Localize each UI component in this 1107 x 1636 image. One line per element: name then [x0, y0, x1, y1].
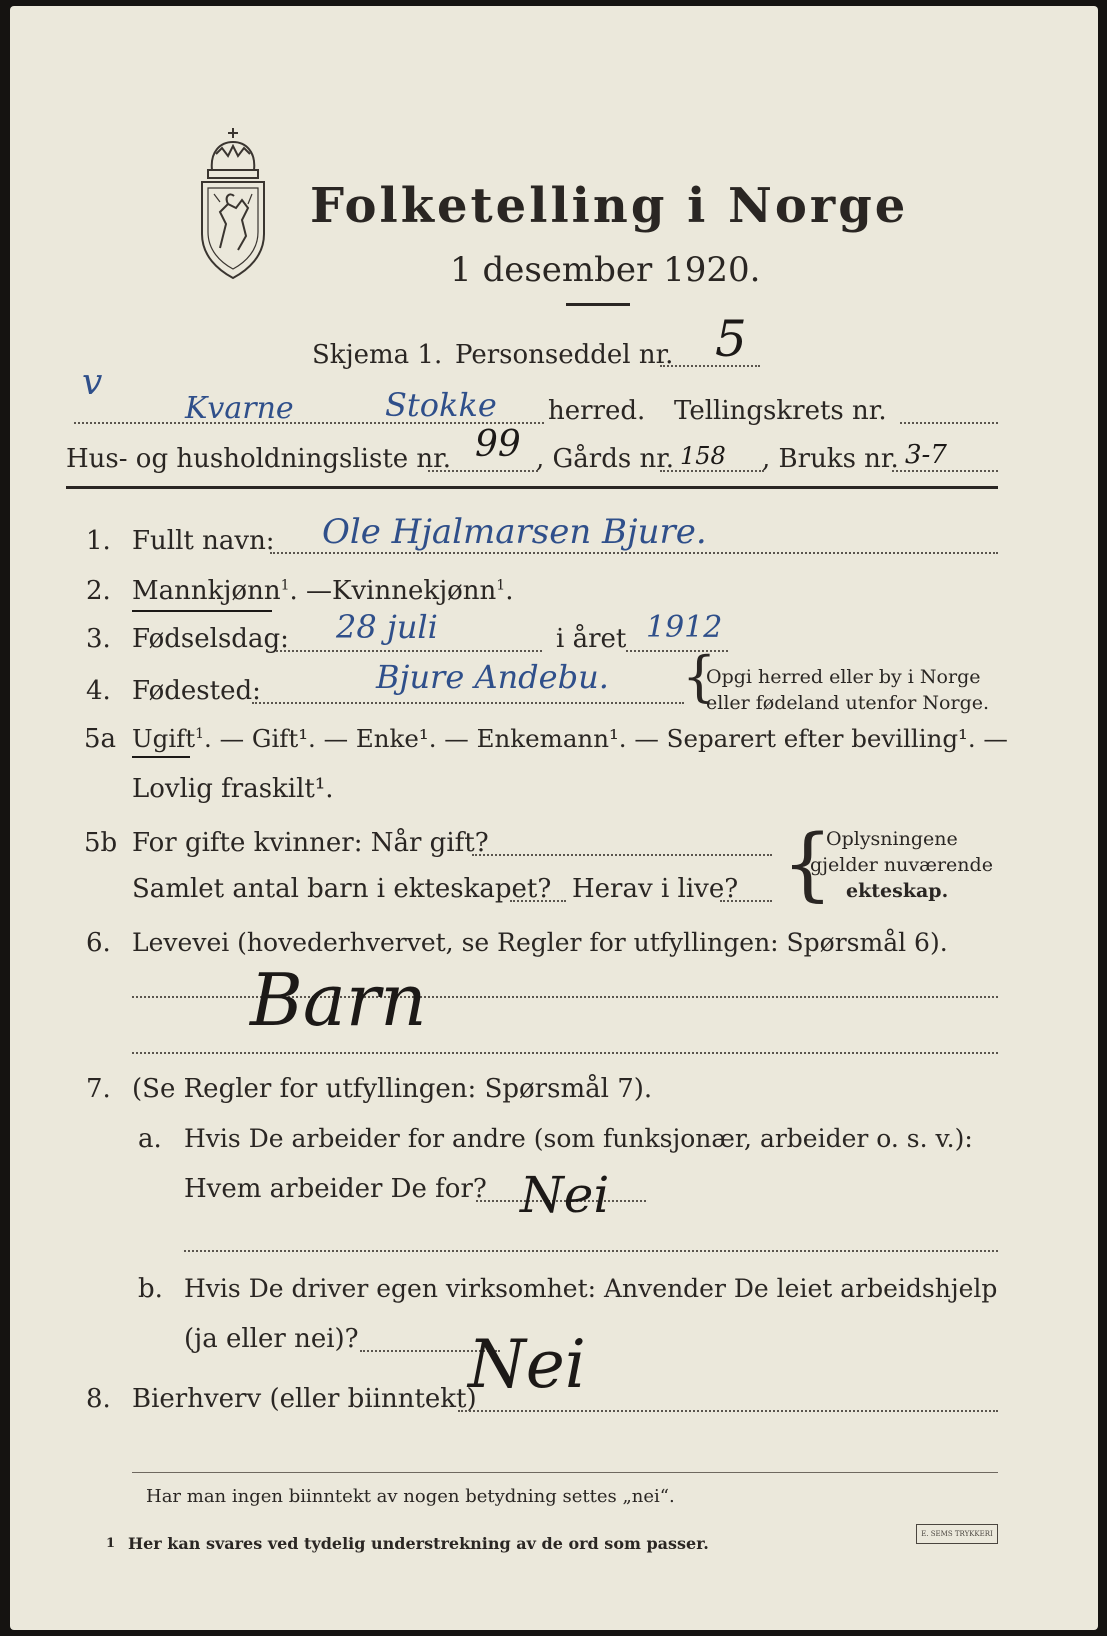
footer-note: Har man ingen biinntekt av nogen betydning settes „nei“.	[146, 1486, 675, 1507]
footnote-text: Her kan svares ved tydelig understrekning av de ord som passer.	[128, 1534, 709, 1553]
q8-label: Bierhverv (eller biinntekt)	[132, 1384, 477, 1414]
personseddel-value: 5	[715, 310, 747, 368]
q5b-note-line-1: Oplysningene	[826, 828, 958, 850]
q5b-when-married-label: For gifte kvinner: Når gift?	[132, 828, 489, 858]
q1-field-line	[270, 552, 998, 554]
q3-label: Fødselsdag:	[132, 624, 289, 654]
q6-label: Levevei (hovederhvervet, se Regler for utfyllingen: Spørsmål 6).	[132, 928, 948, 957]
form-title: Folketelling i Norge	[310, 178, 909, 234]
printer-stamp: E. SEMS TRYKKERI	[916, 1524, 998, 1544]
place-name-1: Kvarne	[185, 391, 294, 426]
q7a-value: Nei	[520, 1166, 610, 1224]
q8-field-line	[458, 1410, 998, 1412]
q5b-note-line-3: ekteskap.	[846, 880, 949, 902]
gards-field-line	[660, 470, 764, 472]
q7a-label-1: Hvis De arbeider for andre (som funksjonær, arbeider o. s. v.):	[184, 1124, 973, 1153]
q5b-alive-label: Herav i live?	[572, 874, 739, 904]
q7a-field-line-2	[184, 1250, 998, 1252]
header-separator	[66, 486, 998, 489]
q5a-number: 5a	[84, 724, 117, 754]
q2-option-female[interactable]: Kvinnekjønn	[332, 576, 497, 606]
q8-number: 8.	[86, 1384, 111, 1414]
q3-year-label: i året	[556, 624, 627, 654]
q5b-note-line-2: gjelder nuværende	[810, 854, 993, 876]
q3-year-value: 1912	[646, 610, 723, 645]
q5b-children-label: Samlet antal barn i ekteskapet?	[132, 874, 552, 904]
q4-field-line	[252, 702, 684, 704]
tellingskrets-label: Tellingskrets nr.	[674, 396, 887, 426]
q5b-children-line	[510, 900, 566, 902]
q5b-number: 5b	[84, 828, 118, 858]
q5b-when-married-line	[472, 854, 772, 856]
q4-note-line-1: Opgi herred eller by i Norge	[706, 666, 981, 688]
title-divider	[566, 303, 630, 306]
q5a-ugift-underline-mark	[132, 756, 190, 758]
q7a-label-2: Hvem arbeider De for?	[184, 1174, 487, 1204]
herred-label: herred.	[548, 396, 646, 426]
gards-label: , Gårds nr.	[536, 444, 675, 474]
q2-number: 2.	[86, 576, 111, 606]
q5b-alive-line	[720, 900, 772, 902]
q3-value-birthday: 28 juli	[336, 608, 438, 646]
q1-value-full-name: Ole Hjalmarsen Bjure.	[322, 512, 707, 552]
q7a-letter: a.	[138, 1124, 162, 1154]
q2-separator: . —	[289, 576, 333, 606]
q1-label: Fullt navn:	[132, 526, 275, 556]
q1-number: 1.	[86, 526, 111, 556]
personseddel-label: Personseddel nr.	[455, 340, 674, 370]
q2-option-male[interactable]: Mannkjønn	[132, 576, 281, 606]
gards-value: 158	[680, 442, 726, 470]
q4-brace: {	[682, 645, 717, 708]
q4-value-birthplace: Bjure Andebu.	[376, 658, 609, 696]
herred-field-line	[74, 422, 544, 424]
q2-male-underline-mark	[132, 610, 272, 612]
q7-label: (Se Regler for utfyllingen: Spørsmål 7).	[132, 1074, 653, 1104]
q2-options: Mannkjønn$^1$. —Kvinnekjønn$^1$.	[132, 576, 514, 606]
q5b-brace: {	[782, 817, 833, 910]
q5a-options: Ugift$^1$. — Gift¹. — Enke¹. — Enkemann¹. — Separert efter bevilling¹. —	[132, 724, 1008, 753]
q7b-label-1: Hvis De driver egen virksomhet: Anvender De leiet arbeidshjelp	[184, 1274, 998, 1303]
hus-label: Hus- og husholdningsliste nr.	[66, 444, 452, 474]
place-name-2: Stokke	[385, 386, 497, 424]
footnote-number: 1	[106, 1536, 116, 1551]
q4-note-line-2: eller fødeland utenfor Norge.	[706, 692, 990, 714]
schema-label: Skjema 1.	[312, 340, 443, 370]
bruks-label: , Bruks nr.	[762, 444, 899, 474]
q4-number: 4.	[86, 676, 111, 706]
hus-value: 99	[475, 424, 521, 465]
q7-number: 7.	[86, 1074, 111, 1104]
census-date: 1 desember 1920.	[450, 250, 761, 290]
q3-field-line	[276, 650, 542, 652]
q7b-letter: b.	[138, 1274, 163, 1304]
norwegian-coat-of-arms-icon	[190, 124, 276, 284]
q2-end: .	[505, 576, 514, 606]
q6-number: 6.	[86, 928, 111, 958]
tellingskrets-field-line	[900, 422, 998, 424]
footer-separator	[132, 1472, 998, 1473]
q4-label: Fødested:	[132, 676, 261, 706]
q3-number: 3.	[86, 624, 111, 654]
q7b-label-2: (ja eller nei)?	[184, 1324, 359, 1354]
margin-check-mark: v	[82, 362, 103, 403]
q5a-line-2: Lovlig fraskilt¹.	[132, 774, 334, 804]
q7b-value: Nei	[468, 1326, 586, 1403]
census-form-page	[10, 6, 1098, 1630]
bruks-value: 3-7	[905, 440, 947, 470]
q5a-option-ugift[interactable]: Ugift	[132, 724, 196, 753]
bruks-field-line	[892, 470, 998, 472]
q6-field-line-2	[132, 1052, 998, 1054]
q6-value-occupation: Barn	[250, 958, 427, 1042]
hus-field-line	[428, 470, 538, 472]
q5a-other-options: . — Gift¹. — Enke¹. — Enkemann¹. — Separert efter bevilling¹. —	[204, 724, 1008, 753]
